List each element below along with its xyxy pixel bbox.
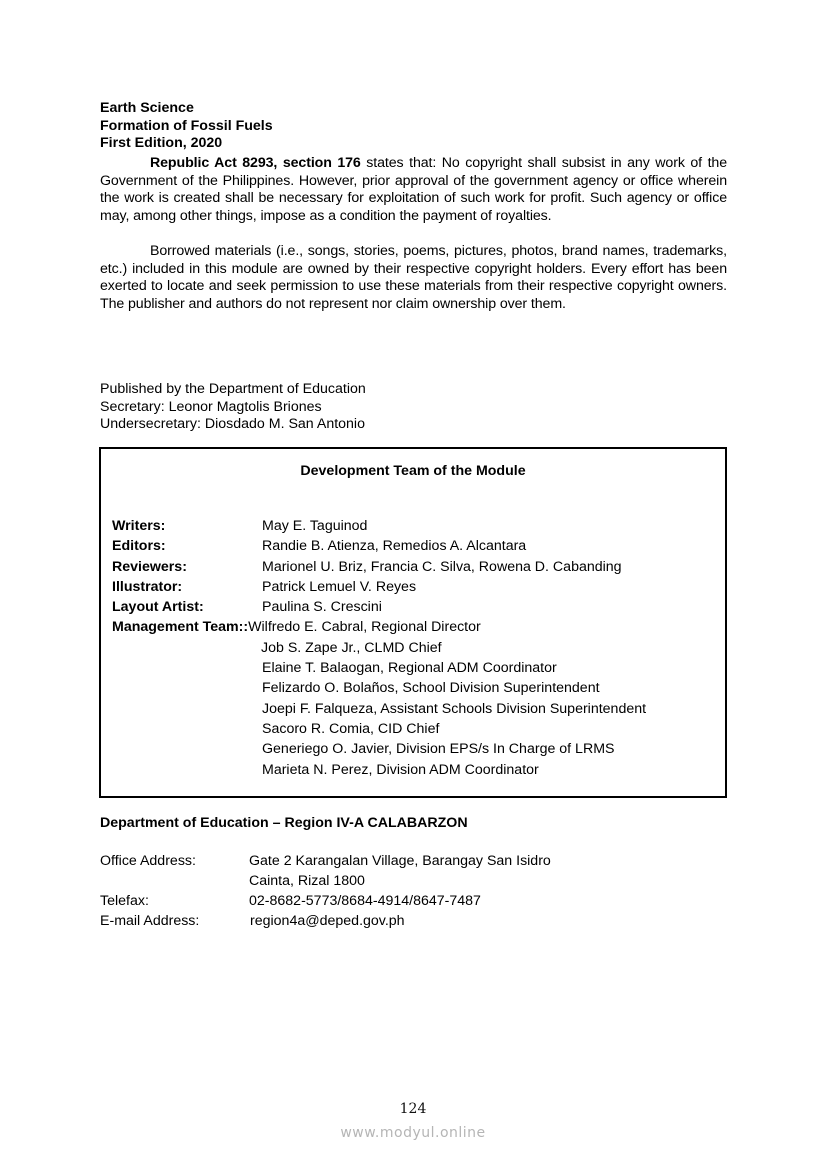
edition: First Edition, 2020 (100, 135, 223, 152)
subject-title: Earth Science (100, 100, 194, 116)
role-label: Layout Artist: (112, 599, 204, 616)
publisher-block (100, 381, 366, 434)
contact-details (100, 851, 727, 932)
management-member: Elaine T. Balaogan, Regional ADM Coordinator (262, 660, 557, 677)
document-page (100, 100, 727, 433)
role-label: Management Team:: (112, 619, 249, 636)
email-row (100, 911, 727, 931)
page-number: 124 (399, 1101, 427, 1117)
published-by: Published by the Department of Education (100, 381, 366, 397)
role-label: Illustrator: (112, 578, 183, 595)
team-row-illustrator (112, 577, 646, 597)
office-address-label: Office Address: (100, 852, 196, 869)
management-member: Marieta N. Perez, Division ADM Coordinator (262, 761, 539, 778)
team-row-reviewers (112, 557, 646, 577)
team-title: Development Team of the Module (300, 463, 526, 479)
module-title-block (100, 100, 727, 153)
team-row-writers (112, 516, 646, 536)
region-title: Department of Education – Region IV-A CALABARZON (100, 815, 468, 831)
team-row-layout-artist (112, 597, 646, 617)
role-label: Editors: (112, 538, 166, 555)
development-team-box (99, 447, 727, 798)
team-row-management (112, 617, 646, 637)
role-label: Reviewers: (112, 558, 187, 575)
management-member: Generiego O. Javier, Division EPS/s In Charge of LRMS (262, 741, 615, 758)
telefax-value: 02-8682-5773/8684-4914/8647-7487 (249, 893, 481, 910)
module-title: Formation of Fossil Fuels (100, 117, 273, 134)
role-names: Marionel U. Briz, Francia C. Silva, Rowena D. Cabanding (262, 558, 622, 575)
borrowed-materials-paragraph (100, 243, 727, 313)
role-names: May E. Taguinod (262, 518, 368, 534)
role-names: Randie B. Atienza, Remedios A. Alcantara (262, 538, 527, 555)
team-row-editors (112, 536, 646, 556)
office-address-line1: Gate 2 Karangalan Village, Barangay San Isidro (249, 852, 551, 869)
telefax-label: Telefax: (100, 893, 149, 910)
undersecretary: Undersecretary: Diosdado M. San Antonio (100, 416, 365, 433)
office-address-line2: Cainta, Rizal 1800 (249, 872, 365, 889)
team-roster (112, 516, 646, 780)
management-member: Felizardo O. Bolaños, School Division Superintendent (262, 680, 600, 697)
law-reference: Republic Act 8293, section 176 (150, 155, 361, 171)
management-member: Job S. Zape Jr., CLMD Chief (261, 639, 442, 656)
region-contact-block (100, 815, 727, 932)
borrowed-text: Borrowed materials (i.e., songs, stories, poems, pictures, photos, brand names, trademarks, etc.) included in this module are owned by their respective copyright holders. Every effort has been exerted to locate and seek permission to use these materials from their respective copyright owners. The publisher and authors do not represent nor claim ownership over them. (100, 243, 727, 312)
role-label: Writers: (112, 518, 166, 534)
copyright-paragraph (100, 155, 727, 225)
management-member: Joepi F. Falqueza, Assistant Schools Division Superintendent (262, 700, 647, 717)
role-names: Patrick Lemuel V. Reyes (262, 578, 417, 595)
email-label: E-mail Address: (100, 913, 200, 930)
management-member: Wilfredo E. Cabral, Regional Director (248, 619, 481, 636)
secretary: Secretary: Leonor Magtolis Briones (100, 398, 322, 415)
law-text: states that: No copyright shall subsist in any work of the Government of the Philippines. However, prior approval of the government agency or office wherein the work is created shall be necessary for exploitation of such work for profit. Such agency or office may, among other things, impose as a condition the payment of royalties. (100, 155, 727, 224)
role-names: Paulina S. Crescini (262, 599, 382, 616)
office-address-row (100, 851, 727, 871)
management-member: Sacoro R. Comia, CID Chief (262, 720, 440, 737)
telefax-row (100, 891, 727, 911)
email-value: region4a@deped.gov.ph (250, 913, 405, 930)
watermark: www.modyul.online (340, 1125, 486, 1141)
